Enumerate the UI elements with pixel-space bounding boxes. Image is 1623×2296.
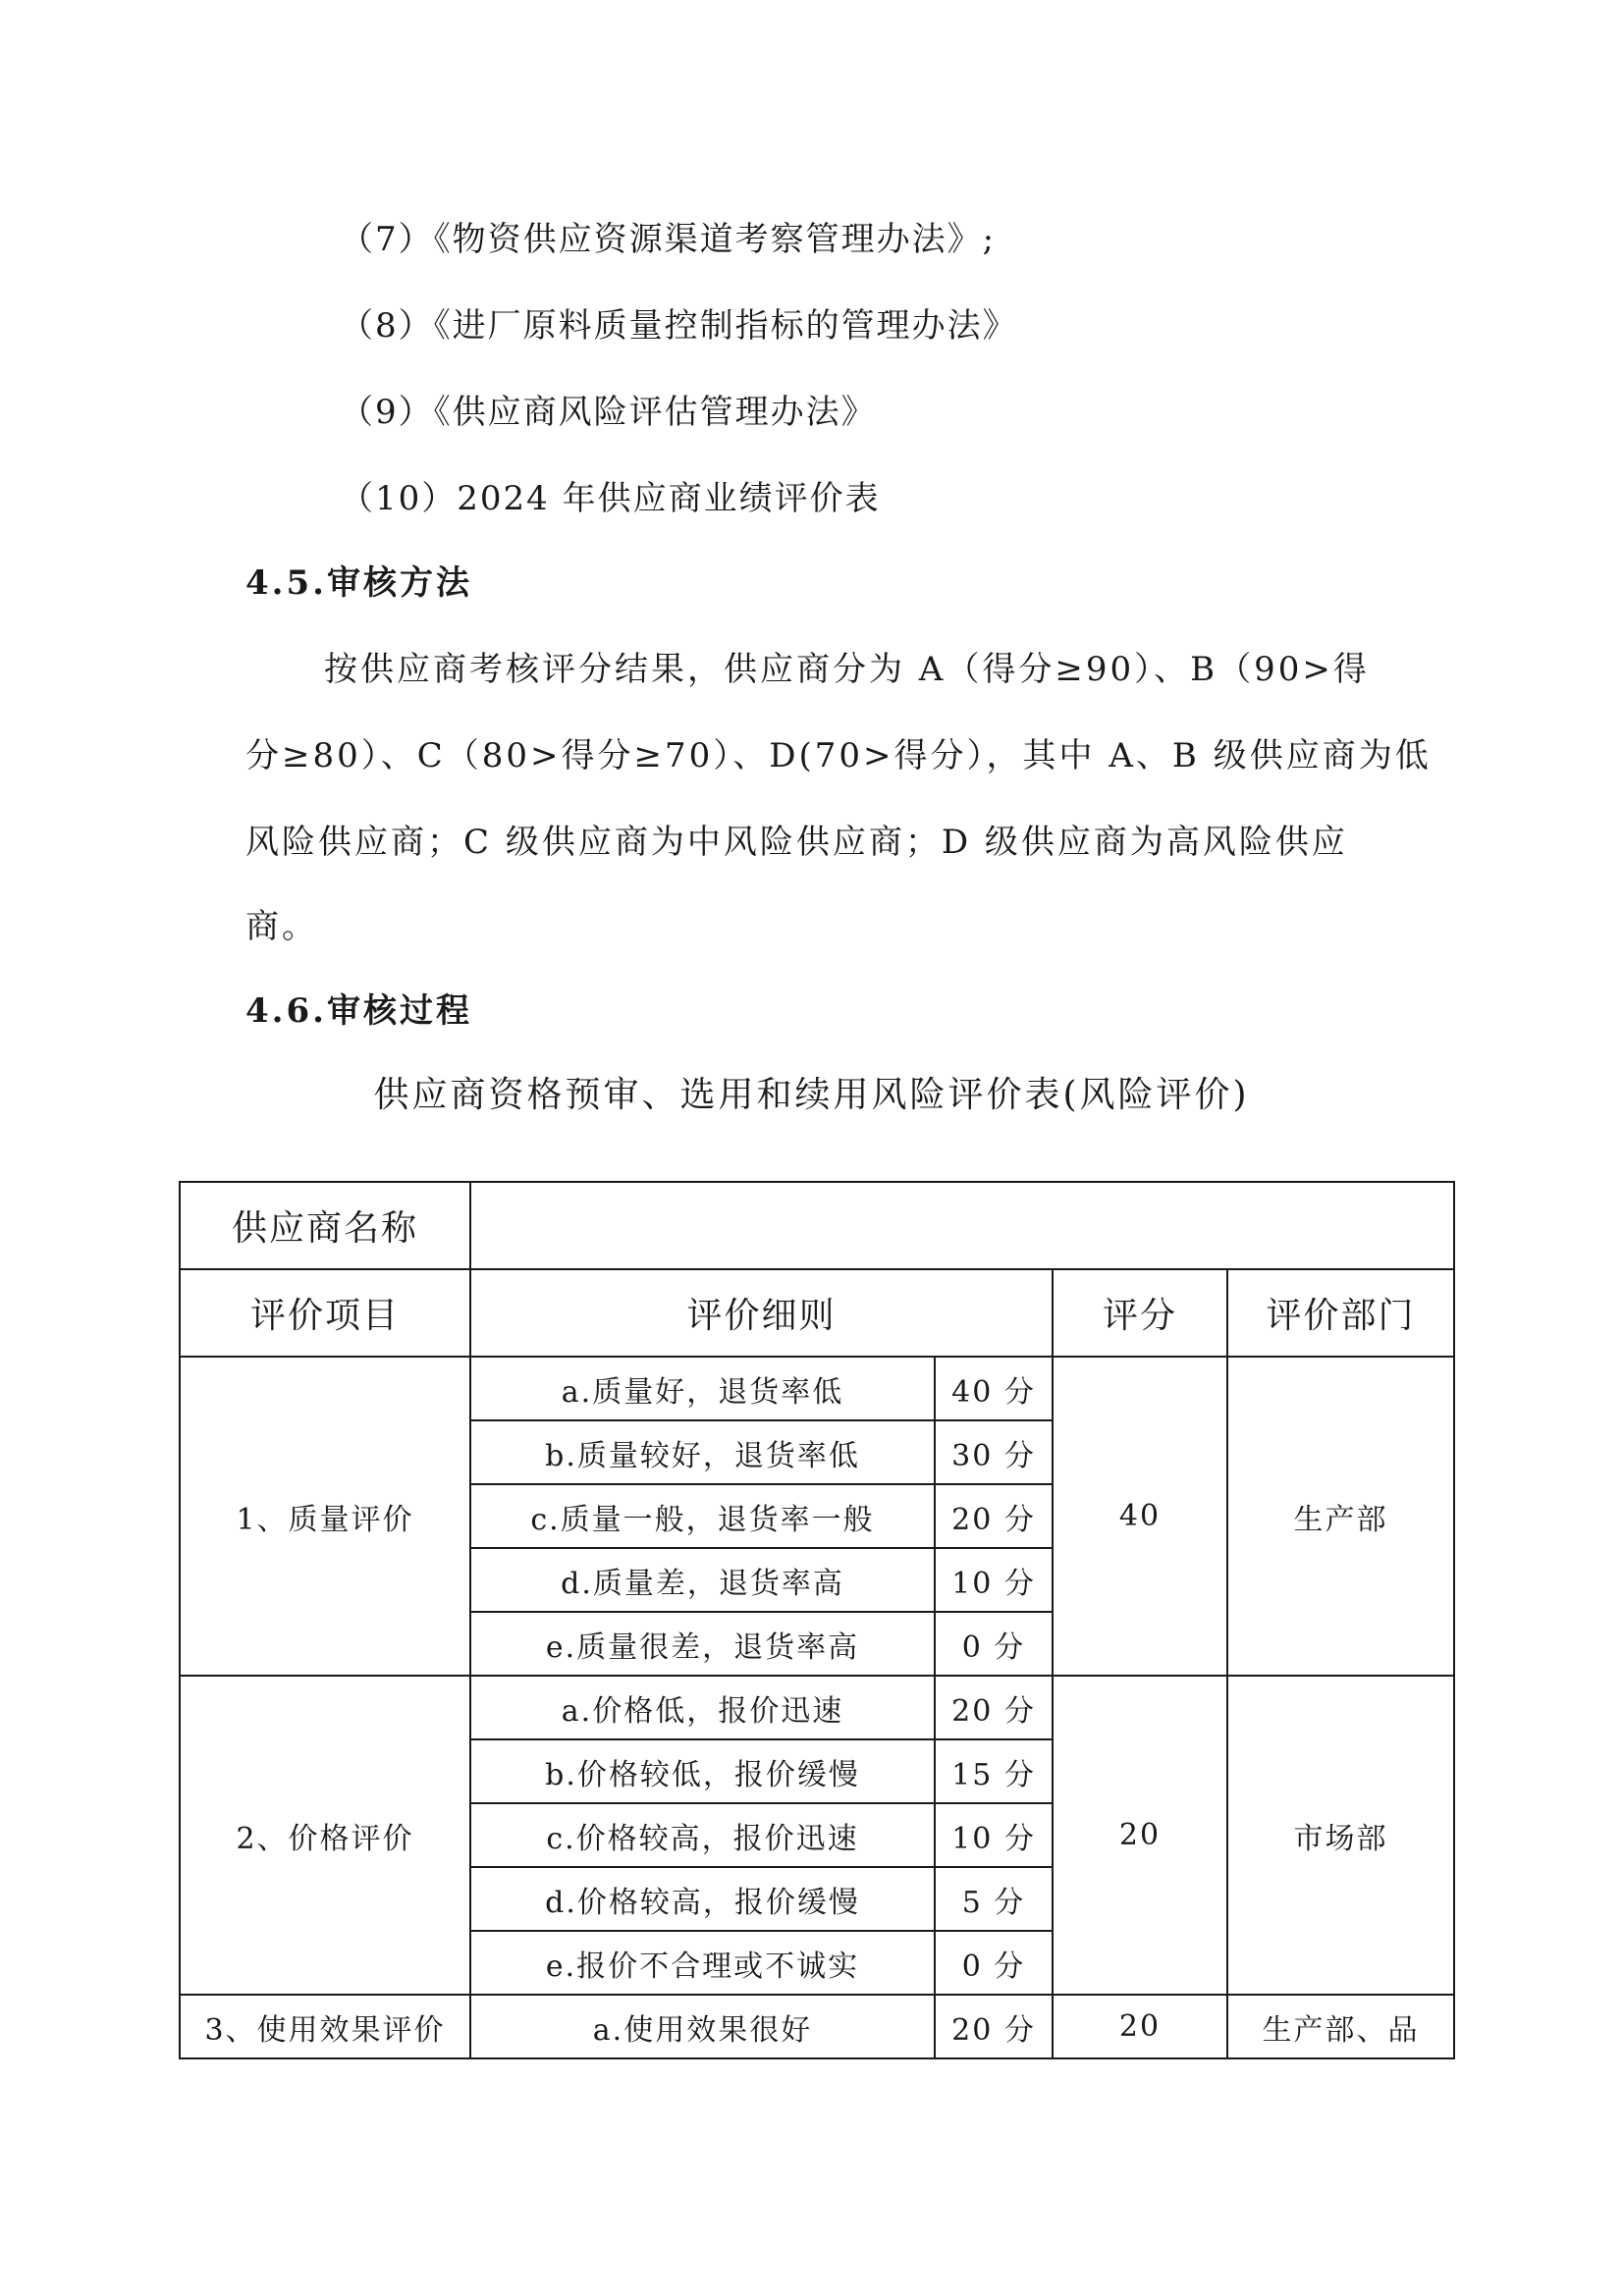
rule-points: 20 分 (935, 1995, 1053, 2058)
group-item-usage: 3、使用效果评价 (180, 1995, 470, 2058)
rule-text: e.质量很差，退货率高 (470, 1612, 935, 1676)
group-score-price: 20 (1053, 1676, 1227, 1995)
rule-points: 30 分 (935, 1420, 1053, 1484)
rule-points: 0 分 (935, 1612, 1053, 1676)
table-row (180, 1676, 1454, 1739)
header-dept: 评价部门 (1227, 1269, 1454, 1357)
list-item-8: （8）《进厂原料质量控制指标的管理办法》 (340, 306, 1018, 346)
rule-points: 15 分 (935, 1739, 1053, 1803)
rule-points: 10 分 (935, 1548, 1053, 1612)
supplier-name-value (470, 1182, 1454, 1269)
group-item-price: 2、价格评价 (180, 1676, 470, 1995)
group-dept-usage: 生产部、品 (1227, 1995, 1454, 2058)
rule-text: c.价格较高，报价迅速 (470, 1803, 935, 1867)
header-row (180, 1269, 1454, 1357)
paragraph-line-1: 按供应商考核评分结果，供应商分为 A（得分≥90）、B（90>得 (324, 650, 1370, 689)
section-heading-4-6: 4.6.审核过程 (245, 991, 472, 1031)
paragraph-line-4: 商。 (245, 907, 318, 946)
list-item-10: （10）2024 年供应商业绩评价表 (340, 479, 881, 518)
rule-text: a.使用效果很好 (470, 1995, 935, 2058)
paragraph-line-2: 分≥80）、C（80>得分≥70）、D(70>得分），其中 A、B 级供应商为低 (245, 736, 1432, 775)
group-score-quality: 40 (1053, 1357, 1227, 1676)
rule-text: b.质量较好，退货率低 (470, 1420, 935, 1484)
table-row (180, 1995, 1454, 2058)
rule-text: d.价格较高，报价缓慢 (470, 1867, 935, 1931)
group-item-quality: 1、质量评价 (180, 1357, 470, 1676)
group-score-usage: 20 (1053, 1995, 1227, 2058)
header-score: 评分 (1053, 1269, 1227, 1357)
table-title: 供应商资格预审、选用和续用风险评价表(风险评价) (373, 1075, 1250, 1115)
rule-text: a.价格低，报价迅速 (470, 1676, 935, 1739)
rule-points: 10 分 (935, 1803, 1053, 1867)
rule-text: b.价格较低，报价缓慢 (470, 1739, 935, 1803)
section-heading-4-5: 4.5.审核方法 (245, 563, 472, 603)
supplier-name-row (180, 1182, 1454, 1269)
rule-text: e.报价不合理或不诚实 (470, 1931, 935, 1995)
rule-points: 5 分 (935, 1867, 1053, 1931)
rule-text: d.质量差，退货率高 (470, 1548, 935, 1612)
rule-points: 40 分 (935, 1357, 1053, 1420)
rule-points: 20 分 (935, 1484, 1053, 1548)
list-item-9: （9）《供应商风险评估管理办法》 (340, 393, 877, 432)
header-item: 评价项目 (180, 1269, 470, 1357)
supplier-name-label: 供应商名称 (180, 1182, 470, 1269)
list-item-7: （7）《物资供应资源渠道考察管理办法》; (340, 220, 997, 259)
group-dept-quality: 生产部 (1227, 1357, 1454, 1676)
table-row (180, 1357, 1454, 1420)
risk-evaluation-table (179, 1181, 1455, 2059)
rule-text: c.质量一般，退货率一般 (470, 1484, 935, 1548)
group-dept-price: 市场部 (1227, 1676, 1454, 1995)
paragraph-line-3: 风险供应商；C 级供应商为中风险供应商；D 级供应商为高风险供应 (245, 823, 1348, 862)
header-rules: 评价细则 (470, 1269, 1053, 1357)
rule-text: a.质量好，退货率低 (470, 1357, 935, 1420)
rule-points: 0 分 (935, 1931, 1053, 1995)
rule-points: 20 分 (935, 1676, 1053, 1739)
